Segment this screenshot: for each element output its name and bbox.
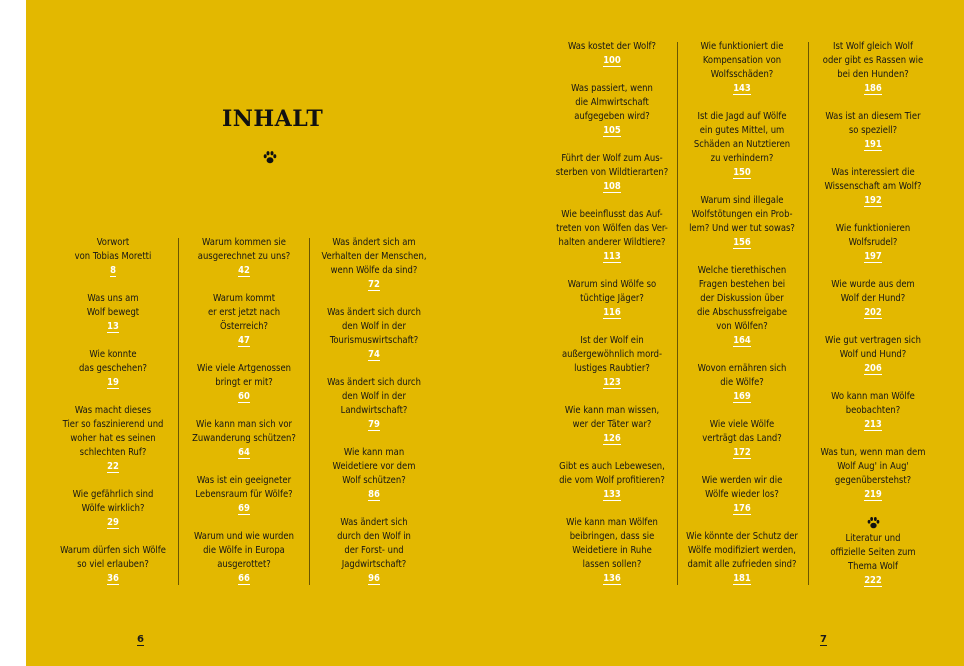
toc-entry[interactable] bbox=[552, 40, 672, 68]
toc-question: Was uns am Wolf bewegt bbox=[86, 293, 140, 318]
toc-page-number[interactable]: 172 bbox=[733, 447, 751, 458]
toc-question: Ist Wolf gleich Wolf oder gibt es Rassen wie bei den Hunden? bbox=[822, 41, 924, 80]
toc-question: Was ändert sich durch den Wolf in der Tourismuswirtschaft? bbox=[327, 307, 421, 346]
toc-question: Wie funktionieren Wolfsrudel? bbox=[835, 223, 911, 248]
toc-page-number[interactable]: 123 bbox=[603, 377, 621, 388]
toc-page-number[interactable]: 156 bbox=[733, 237, 751, 248]
toc-entry[interactable] bbox=[552, 208, 672, 264]
toc-entry[interactable] bbox=[552, 516, 672, 586]
toc-question: Wie kann man Wölfen beibringen, dass sie Weidetiere in Ruhe lassen sollen? bbox=[566, 517, 658, 570]
toc-entry[interactable] bbox=[184, 530, 304, 586]
toc-entry[interactable] bbox=[682, 194, 802, 250]
toc-page-number[interactable]: 222 bbox=[864, 575, 882, 586]
toc-page-number[interactable]: 191 bbox=[864, 139, 882, 150]
toc-question: Wie viele Wölfe verträgt das Land? bbox=[702, 419, 782, 444]
toc-entry[interactable] bbox=[314, 446, 434, 502]
toc-entry[interactable] bbox=[682, 474, 802, 516]
toc-question: Was tun, wenn man dem Wolf Aug' in Aug' gegenüberstehst? bbox=[820, 447, 926, 486]
toc-page-number[interactable]: 79 bbox=[368, 419, 380, 430]
toc-entry[interactable] bbox=[813, 516, 933, 588]
toc-entry[interactable] bbox=[682, 362, 802, 404]
toc-page-number[interactable]: 60 bbox=[238, 391, 250, 402]
toc-question: Wie kann man sich vor Zuwanderung schützen? bbox=[192, 419, 296, 444]
toc-question: Warum sind Wölfe so tüchtige Jäger? bbox=[567, 279, 657, 304]
toc-question: Wie viele Artgenossen bringt er mit? bbox=[196, 363, 291, 388]
toc-question: Führt der Wolf zum Aus- sterben von Wildtierarten? bbox=[555, 153, 669, 178]
toc-column-4 bbox=[552, 40, 672, 600]
toc-entry[interactable] bbox=[682, 418, 802, 460]
toc-question: Wie könnte der Schutz der Wölfe modifiziert werden, damit alle zufrieden sind? bbox=[686, 531, 798, 570]
toc-page-number[interactable]: 29 bbox=[107, 517, 119, 528]
book-spread bbox=[26, 0, 964, 666]
toc-entry[interactable] bbox=[682, 264, 802, 348]
toc-question: Wie werden wir die Wölfe wieder los? bbox=[701, 475, 783, 500]
toc-entry[interactable] bbox=[314, 376, 434, 432]
toc-question: Was passiert, wenn die Almwirtschaft aufgegeben wird? bbox=[571, 83, 653, 122]
toc-page-number[interactable]: 113 bbox=[603, 251, 621, 262]
toc-question: Literatur und offizielle Seiten zum Thema Wolf bbox=[830, 533, 916, 572]
toc-entry[interactable] bbox=[813, 446, 933, 502]
toc-entry[interactable] bbox=[53, 404, 173, 474]
folio-left: 6 bbox=[137, 634, 144, 645]
toc-column-2 bbox=[184, 236, 304, 600]
toc-question: Was macht dieses Tier so faszinierend und woher hat es seinen schlechten Ruf? bbox=[62, 405, 164, 458]
toc-entry[interactable] bbox=[813, 166, 933, 208]
toc-question: Vorwort von Tobias Moretti bbox=[74, 237, 152, 262]
toc-entry[interactable] bbox=[53, 488, 173, 530]
toc-entry[interactable] bbox=[184, 292, 304, 348]
toc-question: Warum kommt er erst jetzt nach Österreich? bbox=[207, 293, 281, 332]
toc-page-number[interactable]: 72 bbox=[368, 279, 380, 290]
toc-entry[interactable] bbox=[813, 40, 933, 96]
toc-question: Wie kann man Weidetiere vor dem Wolf schützen? bbox=[332, 447, 416, 486]
toc-entry[interactable] bbox=[53, 236, 173, 278]
toc-question: Ist der Wolf ein außergewöhnlich mord- lustiges Raubtier? bbox=[561, 335, 663, 374]
folio-right: 7 bbox=[820, 634, 827, 645]
toc-column-6 bbox=[813, 40, 933, 602]
toc-question: Warum kommen sie ausgerechnet zu uns? bbox=[197, 237, 291, 262]
toc-entry[interactable] bbox=[314, 516, 434, 586]
toc-question: Was ändert sich am Verhalten der Menschen, wenn Wölfe da sind? bbox=[321, 237, 427, 276]
toc-page-number[interactable]: 133 bbox=[603, 489, 621, 500]
toc-entry[interactable] bbox=[813, 334, 933, 376]
toc-entry[interactable] bbox=[184, 474, 304, 516]
toc-page-number[interactable]: 86 bbox=[368, 489, 380, 500]
toc-page-number[interactable]: 126 bbox=[603, 433, 621, 444]
toc-page-number[interactable]: 213 bbox=[864, 419, 882, 430]
toc-entry[interactable] bbox=[552, 404, 672, 446]
toc-page-number[interactable]: 105 bbox=[603, 125, 621, 136]
toc-column-5 bbox=[682, 40, 802, 600]
toc-page-number[interactable]: 8 bbox=[110, 265, 116, 276]
toc-entry[interactable] bbox=[53, 348, 173, 390]
toc-page-number[interactable]: 164 bbox=[733, 335, 751, 346]
toc-question: Gibt es auch Lebewesen, die vom Wolf profitieren? bbox=[559, 461, 665, 486]
toc-page-number[interactable]: 181 bbox=[733, 573, 751, 584]
toc-question: Wie gut vertragen sich Wolf und Hund? bbox=[825, 335, 921, 360]
toc-question: Welche tierethischen Fragen bestehen bei der Diskussion über die Abschussfreigabe von Wölfen? bbox=[696, 265, 788, 332]
toc-entry[interactable] bbox=[53, 292, 173, 334]
toc-column-3 bbox=[314, 236, 434, 600]
toc-question: Was ist ein geeigneter Lebensraum für Wölfe? bbox=[195, 475, 293, 500]
toc-question: Warum und wie wurden die Wölfe in Europa ausgerottet? bbox=[194, 531, 294, 570]
toc-entry[interactable] bbox=[682, 40, 802, 96]
toc-page-number[interactable]: 69 bbox=[238, 503, 250, 514]
toc-entry[interactable] bbox=[813, 110, 933, 152]
toc-page-number[interactable]: 64 bbox=[238, 447, 250, 458]
toc-question: Wie funktioniert die Kompensation von Wolfsschäden? bbox=[700, 41, 784, 80]
toc-question: Wie beeinflusst das Auf- treten von Wölfen das Ver- halten anderer Wildtiere? bbox=[556, 209, 668, 248]
toc-page-number[interactable]: 22 bbox=[107, 461, 119, 472]
toc-entry[interactable] bbox=[552, 334, 672, 390]
toc-question: Wovon ernähren sich die Wölfe? bbox=[697, 363, 787, 388]
toc-page-number[interactable]: 169 bbox=[733, 391, 751, 402]
toc-page-number[interactable]: 150 bbox=[733, 167, 751, 178]
toc-page-number[interactable]: 202 bbox=[864, 307, 882, 318]
toc-entry[interactable] bbox=[53, 544, 173, 586]
toc-page-number[interactable]: 36 bbox=[107, 573, 119, 584]
toc-entry[interactable] bbox=[184, 418, 304, 460]
toc-page-number[interactable]: 219 bbox=[864, 489, 882, 500]
column-divider bbox=[677, 42, 678, 585]
toc-page-number[interactable]: 42 bbox=[238, 265, 250, 276]
toc-page-number[interactable]: 136 bbox=[603, 573, 621, 584]
toc-entry[interactable] bbox=[813, 222, 933, 264]
toc-question: Ist die Jagd auf Wölfe ein gutes Mittel, um Schäden an Nutztieren zu verhindern? bbox=[693, 111, 791, 164]
toc-entry[interactable] bbox=[813, 390, 933, 432]
toc-question: Wie kann man wissen, wer der Täter war? bbox=[564, 405, 660, 430]
toc-question: Was ändert sich durch den Wolf in der Landwirtschaft? bbox=[327, 377, 421, 416]
toc-question: Warum dürfen sich Wölfe so viel erlauben? bbox=[60, 545, 166, 570]
toc-entry[interactable] bbox=[314, 306, 434, 362]
toc-page-number[interactable]: 66 bbox=[238, 573, 250, 584]
toc-question: Wo kann man Wölfe beobachten? bbox=[831, 391, 915, 416]
toc-page-number[interactable]: 192 bbox=[864, 195, 882, 206]
toc-page-number[interactable]: 116 bbox=[603, 307, 621, 318]
paw-icon bbox=[263, 150, 277, 165]
toc-page-number[interactable]: 96 bbox=[368, 573, 380, 584]
toc-question: Warum sind illegale Wolfstötungen ein Prob- lem? Und wer tut sowas? bbox=[689, 195, 795, 234]
paw-icon bbox=[813, 516, 933, 532]
toc-page-number[interactable]: 176 bbox=[733, 503, 751, 514]
toc-question: Wie wurde aus dem Wolf der Hund? bbox=[831, 279, 915, 304]
toc-entry[interactable] bbox=[682, 530, 802, 586]
toc-question: Was interessiert die Wissenschaft am Wolf? bbox=[824, 167, 922, 192]
toc-question: Was kostet der Wolf? bbox=[568, 41, 656, 52]
toc-question: Wie gefährlich sind Wölfe wirklich? bbox=[72, 489, 154, 514]
toc-entry[interactable] bbox=[184, 236, 304, 278]
toc-question: Wie konnte das geschehen? bbox=[78, 349, 148, 374]
toc-page-number[interactable]: 186 bbox=[864, 83, 882, 94]
toc-page-number[interactable]: 108 bbox=[603, 181, 621, 192]
column-divider bbox=[178, 238, 179, 585]
toc-page-number[interactable]: 143 bbox=[733, 83, 751, 94]
toc-page-number[interactable]: 74 bbox=[368, 349, 380, 360]
page-title: INHALT bbox=[222, 106, 324, 132]
toc-entry[interactable] bbox=[813, 278, 933, 320]
toc-entry[interactable] bbox=[552, 460, 672, 502]
toc-question: Was ist an diesem Tier so speziell? bbox=[825, 111, 921, 136]
toc-entry[interactable] bbox=[552, 278, 672, 320]
toc-entry[interactable] bbox=[314, 236, 434, 292]
toc-page-number[interactable]: 19 bbox=[107, 377, 119, 388]
toc-page-number[interactable]: 47 bbox=[238, 335, 250, 346]
toc-question: Was ändert sich durch den Wolf in der Forst- und Jagdwirtschaft? bbox=[337, 517, 411, 570]
toc-entry[interactable] bbox=[552, 82, 672, 138]
toc-entry[interactable] bbox=[682, 110, 802, 180]
column-divider bbox=[808, 42, 809, 585]
toc-page-number[interactable]: 100 bbox=[603, 55, 621, 66]
toc-page-number[interactable]: 13 bbox=[107, 321, 119, 332]
toc-entry[interactable] bbox=[184, 362, 304, 404]
toc-page-number[interactable]: 206 bbox=[864, 363, 882, 374]
toc-entry[interactable] bbox=[552, 152, 672, 194]
toc-page-number[interactable]: 197 bbox=[864, 251, 882, 262]
toc-column-1 bbox=[53, 236, 173, 600]
column-divider bbox=[309, 238, 310, 585]
